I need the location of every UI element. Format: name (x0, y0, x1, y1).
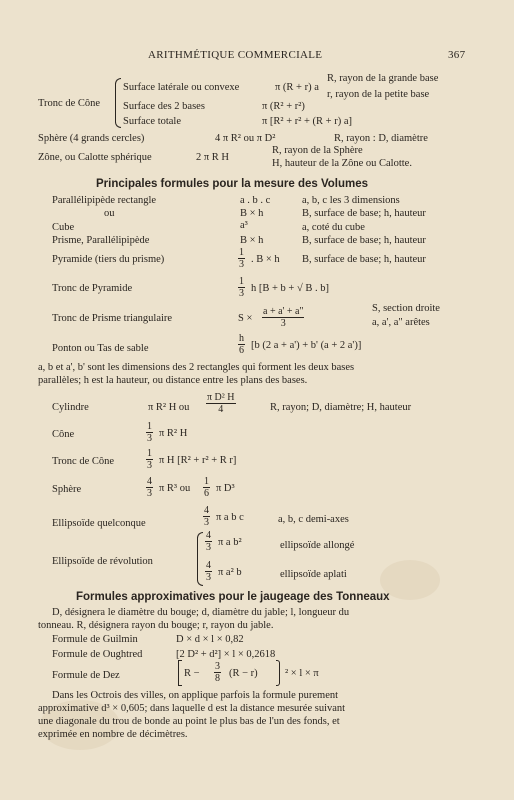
tronc-prisme-label: Tronc de Prisme triangulaire (52, 313, 173, 324)
tronc-pyramide-label: Tronc de Pyramide (52, 283, 133, 294)
tronc-prisme-s: S × (238, 313, 253, 324)
cube-formula: a³ (240, 220, 248, 231)
ellipsoide-revolution-note-2: ellipsoïde aplati (280, 569, 347, 580)
note-petite-base: r, rayon de la petite base (327, 89, 430, 100)
ellipsoide-revolution-label: Ellipsoïde de révolution (52, 556, 153, 567)
octroi-line-4: exprimée en nombre de décimètres. (38, 729, 188, 740)
bases-paragraph-line-1: a, b et a', b' sont les dimensions des 2 rectangles qui forment les deux bases (38, 362, 355, 373)
page-number: 367 (448, 49, 466, 61)
cylindre-note: R, rayon; D, diamètre; H, hauteur (270, 402, 412, 413)
cube-note: a, coté du cube (302, 222, 365, 233)
parallelipipede-note-1: a, b, c les 3 dimensions (302, 195, 400, 206)
cylindre-fraction: $\frac{\text{π D² H}}{4}$ (207, 392, 235, 415)
running-header: ARITHMÉTIQUE COMMERCIALE (148, 49, 323, 61)
ellipsoide-revolution-fraction-1: $\frac{4}{3}$ (206, 530, 211, 553)
zone-note-1: R, rayon de la Sphère (272, 145, 363, 156)
dez-label: Formule de Dez (52, 670, 120, 681)
cone-formula: π R² H (159, 428, 188, 439)
dez-tail: ² × l × π (285, 668, 319, 679)
cone-label: Cône (52, 429, 75, 440)
surface-bases-label: Surface des 2 bases (123, 101, 205, 112)
zone-label: Zône, ou Calotte sphérique (38, 152, 152, 163)
sphere-surface-label: Sphère (4 grands cercles) (38, 133, 145, 144)
parallelipipede-ou: ou (104, 208, 115, 219)
dez-fraction: $\frac{3}{8}$ (215, 661, 220, 684)
left-brace (115, 78, 121, 128)
prisme-formula: B × h (240, 235, 264, 246)
parallelipipede-formula-2: B × h (240, 208, 264, 219)
prisme-label: Prisme, Parallélipipède (52, 235, 150, 246)
guilmin-formula: D × d × l × 0,82 (176, 634, 244, 645)
tronc-prisme-note-2: a, a', a" arêtes (372, 317, 430, 328)
tronc-cone-volume-label: Tronc de Cône (52, 456, 115, 467)
tronc-prisme-fraction: $\frac{a + a' + a"}{3}$ (263, 306, 304, 329)
zone-note-2: H, hauteur de la Zône ou Calotte. (272, 158, 412, 169)
sphere-volume-label: Sphère (52, 484, 82, 495)
volumes-heading: Principales formules pour la mesure des Volumes (96, 178, 369, 190)
ellipsoide-label: Ellipsoïde quelconque (52, 518, 146, 529)
ponton-fraction: $\frac{h}{6}$ (239, 333, 244, 356)
parallelipipede-note-2: B, surface de base; h, hauteur (302, 208, 426, 219)
surface-laterale-formula: π (R + r) a (275, 82, 319, 93)
prisme-note: B, surface de base; h, hauteur (302, 235, 426, 246)
bases-paragraph-line-2: parallèles; h est la hauteur, ou distance entre les plans des bases. (38, 375, 308, 386)
ellipsoide-revolution-formula-2: π a² b (218, 567, 242, 578)
cylindre-formula: π R² H ou (148, 402, 190, 413)
dez-bracket-right (276, 660, 280, 686)
sphere-volume-formula-1: π R³ ou (159, 483, 191, 494)
cone-fraction: $\frac{1}{3}$ (147, 421, 152, 444)
tronc-pyramide-fraction: $\frac{1}{3}$ (239, 276, 244, 299)
sphere-surface-note: R, rayon : D, diamètre (334, 133, 428, 144)
dez-rest: (R − r) (229, 668, 258, 679)
tonneaux-intro-line-1: D, désignera le diamètre du bouge; d, diamètre du jable; l, longueur du (52, 607, 350, 618)
parallelipipede-label: Parallélipipède rectangle (52, 195, 157, 206)
tronc-pyramide-formula: h [B + b + √ B . b] (251, 283, 329, 294)
cylindre-label: Cylindre (52, 402, 89, 413)
octroi-line-1: Dans les Octrois des villes, on applique parfois la formule purement (52, 690, 339, 701)
ellipsoide-revolution-note-1: ellipsoïde allongé (280, 540, 355, 551)
ellipsoide-formula: π a b c (216, 512, 244, 523)
oughtred-formula: [2 D² + d²] × l × 0,2618 (176, 649, 276, 660)
ellipsoide-fraction: $\frac{4}{3}$ (204, 505, 209, 528)
pyramide-label: Pyramide (tiers du prisme) (52, 254, 165, 265)
octroi-line-2: approximative d³ × 0,605; dans laquelle d est la distance mesurée suivant (38, 703, 346, 714)
tronc-cone-label: Tronc de Cône (38, 98, 101, 109)
dez-bracket-left (178, 660, 182, 686)
tronc-cone-volume-formula: π H [R² + r² + R r] (159, 455, 237, 466)
pyramide-note: B, surface de base; h, hauteur (302, 254, 426, 265)
note-grande-base: R, rayon de la grande base (327, 73, 439, 84)
pyramide-fraction: $\frac{1}{3}$ (239, 247, 244, 270)
ellipsoide-note: a, b, c demi-axes (278, 514, 349, 525)
ellipsoide-revolution-fraction-2: $\frac{4}{3}$ (206, 560, 211, 583)
tonneaux-heading: Formules approximatives pour le jaugeage des Tonneaux (76, 591, 390, 603)
tronc-prisme-note-1: S, section droite (372, 303, 440, 314)
tronc-cone-fraction: $\frac{1}{3}$ (147, 448, 152, 471)
surface-totale-label: Surface totale (123, 116, 182, 127)
surface-totale-formula: π [R² + r² + (R + r) a] (262, 116, 353, 127)
ellipsoide-revolution-formula-1: π a b² (218, 537, 242, 548)
sphere-fraction-2: $\frac{1}{6}$ (204, 476, 209, 499)
oughtred-label: Formule de Oughtred (52, 649, 143, 660)
parallelipipede-formula-1: a . b . c (240, 195, 271, 206)
octroi-line-3: une diagonale du trou de bonde au point le plus bas de l'un des fonds, et (38, 716, 340, 727)
sphere-fraction-1: $\frac{4}{3}$ (147, 476, 152, 499)
cube-label: Cube (52, 222, 75, 233)
ponton-formula: [b (2 a + a') + b' (a + 2 a')] (251, 340, 362, 351)
guilmin-label: Formule de Guilmin (52, 634, 138, 645)
surface-bases-formula: π (R² + r²) (262, 101, 305, 112)
surface-laterale-label: Surface latérale ou convexe (123, 82, 240, 93)
sphere-volume-formula-2: π D³ (216, 483, 235, 494)
ponton-label: Ponton ou Tas de sable (52, 343, 149, 354)
sphere-surface-formula: 4 π R² ou π D² (215, 133, 276, 144)
left-brace (197, 532, 203, 586)
zone-formula: 2 π R H (196, 152, 230, 163)
dez-r: R − (184, 668, 200, 679)
pyramide-formula: . B × h (251, 254, 280, 265)
tonneaux-intro-line-2: tonneau. R, désignera rayon du bouge; r, rayon du jable. (38, 620, 274, 631)
